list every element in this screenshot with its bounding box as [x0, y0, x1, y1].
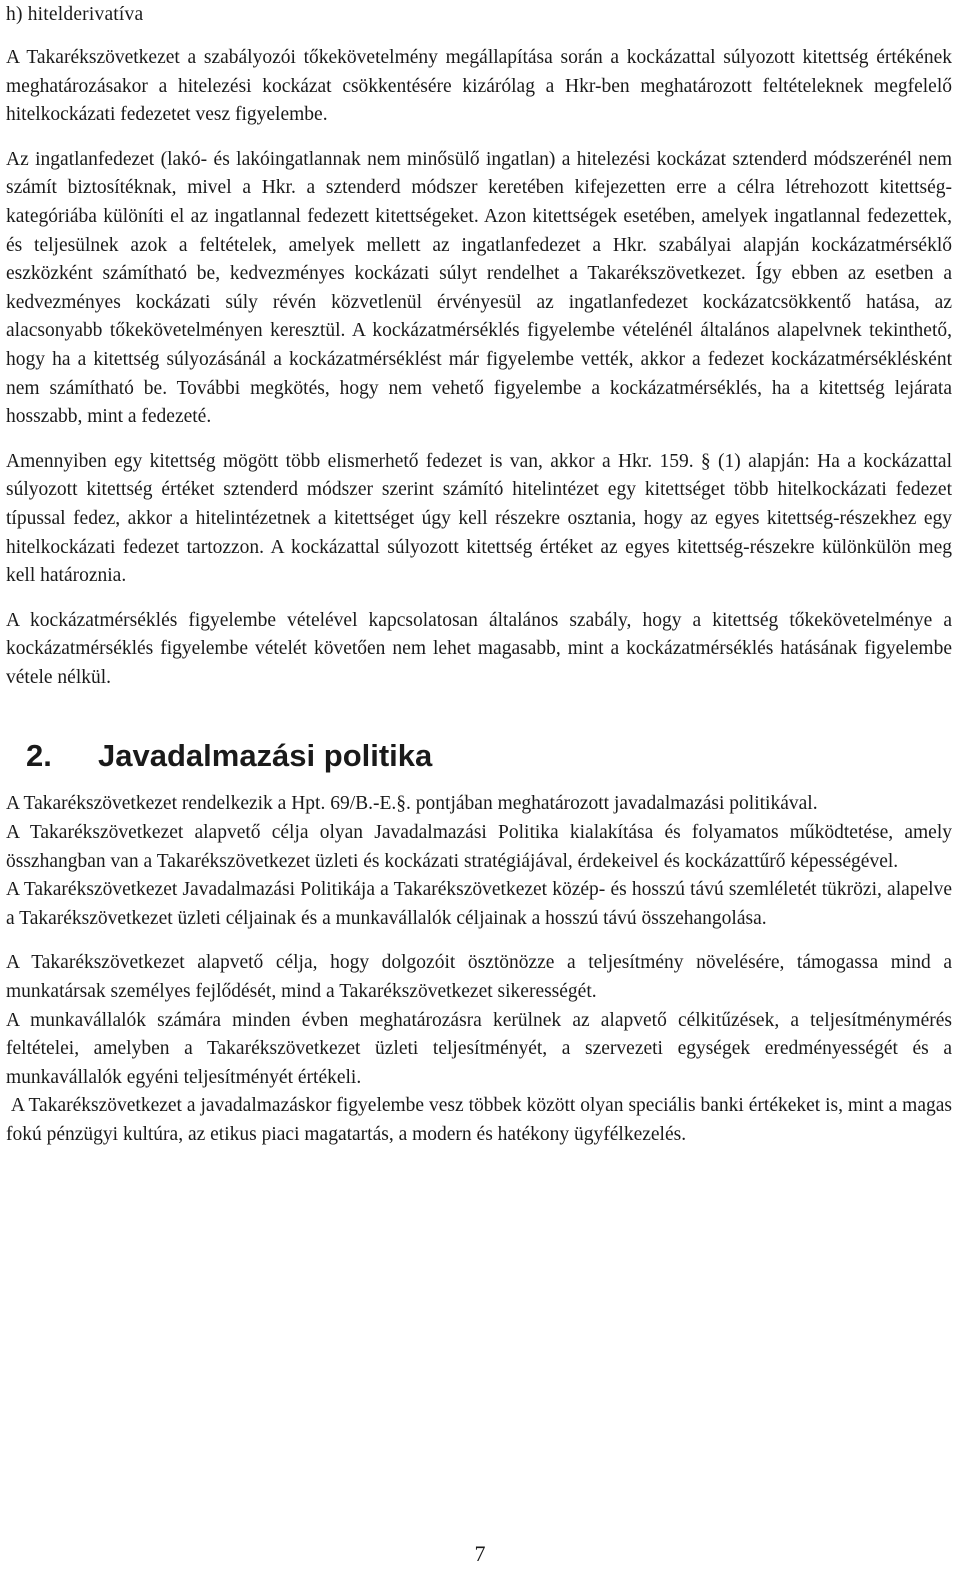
paragraph-employee-motivation: A Takarékszövetkezet alapvető célja, hogy dolgozóit ösztönözze a teljesítmény növelésére, támogassa mind a munkatársak személyes fejlődését, mind a Takarékszövetkezet sikerességét. [6, 952, 952, 1003]
section-number: 2. [26, 738, 52, 774]
section-heading-remuneration [6, 736, 952, 776]
paragraph-performance-evaluation: A munkavállalók számára minden évben meghatározásra kerülnek az alapvető célkitűzések, a teljesítménymérés feltételei, amelyben a Takarékszövetkezet üzleti teljesítményét, a szervezeti egységek eredményességét és a munkavállalók egyéni teljesítményét értékeli. [6, 1009, 952, 1088]
paragraph-multiple-collateral: Amennyiben egy kitettség mögött több elismerhető fedezet is van, akkor a Hkr. 159. § (1) alapján: Ha a kockázattal súlyozott kitettség értéket sztenderd módszer szerint számító hitelintézet egy kitettséget több hitelkockázati fedezet típussal fedez, akkor a hitelintézetnek a kitettséget úgy kell részekre osztania, hogy az egyes kitettség-részekhez egy hitelkockázati fedezet tartozzon. A kockázattal súlyozott kitettség értéket az egyes kitettség-részekre különkülön meg kell határoznia. [6, 450, 952, 587]
page-number: 7 [474, 1541, 486, 1566]
subheading-credit-derivative: h) hitelderivatíva [6, 4, 144, 25]
section-title: Javadalmazási politika [98, 738, 433, 774]
paragraph-collateral-intro: A Takarékszövetkezet a szabályozói tőkekövetelmény megállapítása során a kockázattal súlyozott kitettség értékének meghatározásakor a hitelezési kockázat csökkentésére kizárólag a Hkr-ben meghatározott feltételeknek megfelelő hitelkockázati fedezetet vesz figyelembe. [6, 47, 952, 126]
paragraph-remuneration-long-term: A Takarékszövetkezet Javadalmazási Politikája a Takarékszövetkezet közép- és hosszú távú szemléletét tükrözi, alapelve a Takarékszövetkezet üzleti céljainak és a munkavállalók céljainak a hosszú távú összehangolása. [6, 879, 952, 929]
paragraph-real-estate-collateral: Az ingatlanfedezet (lakó- és lakóingatlannak nem minősülő ingatlan) a hitelezési kockázat sztenderd módszerénél nem számít biztosítéknak, mivel a Hkr. a sztenderd módszer keretében kifejezetten erre a célra létrehozott kitettség-kategóriába különíti el az ingatlannal fedezett kitettségeket. Azon kitettségek esetében, amelyek ingatlannal fedezettek, és teljesülnek azok a feltételek, amelyek mellett az ingatlanfedezet a Hkr. szabályai alapján kockázatmérséklő eszközként számítható be, kedvezményes kockázati súlyt rendelhet a Takarékszövetkezet. Így ebben az esetben a kedvezményes kockázati súly révén közvetlenül érvényesül az ingatlanfedezet kockázatcsökkentő hatása, az alacsonyabb tőkekövetelményen keresztül. A kockázatmérséklés figyelembe vételénél általános alapelvnek tekinthető, hogy ha a kitettség súlyozásánál a kockázatmérséklést már figyelembe vették, akkor a fedezet kockázatmérséklésként nem számítható be. További megkötés, hogy nem vehető figyelembe a kockázatmérséklés, ha a kitettség lejárata hosszabb, mint a fedezeté. [6, 148, 952, 428]
paragraph-remuneration-goal: A Takarékszövetkezet alapvető célja olyan Javadalmazási Politika kialakítása és folyamatos működtetése, amely összhangban van a Takarékszövetkezet üzleti és kockázati stratégiájával, érdekeivel és kockázattűrő képességével. [6, 822, 952, 872]
paragraph-banking-values: A Takarékszövetkezet a javadalmazáskor figyelembe vesz többek között olyan speciális banki értékeket is, mint a magas fokú pénzügyi kultúra, az etikus piaci magatartás, a modern és hatékony ügyfélkezelés. [6, 1095, 957, 1145]
document-page [6, 0, 957, 1150]
paragraph-general-rule: A kockázatmérséklés figyelembe vételével kapcsolatosan általános szabály, hogy a kitettség tőkekövetelménye a kockázatmérséklés figyelembe vételét követően nem lehet magasabb, mint a kockázatmérséklés hatásának figyelembe vétele nélkül. [6, 609, 952, 688]
paragraph-remuneration-policy: A Takarékszövetkezet rendelkezik a Hpt. 69/B.-E.§. pontjában meghatározott javadalmazási politikával. [6, 793, 818, 815]
